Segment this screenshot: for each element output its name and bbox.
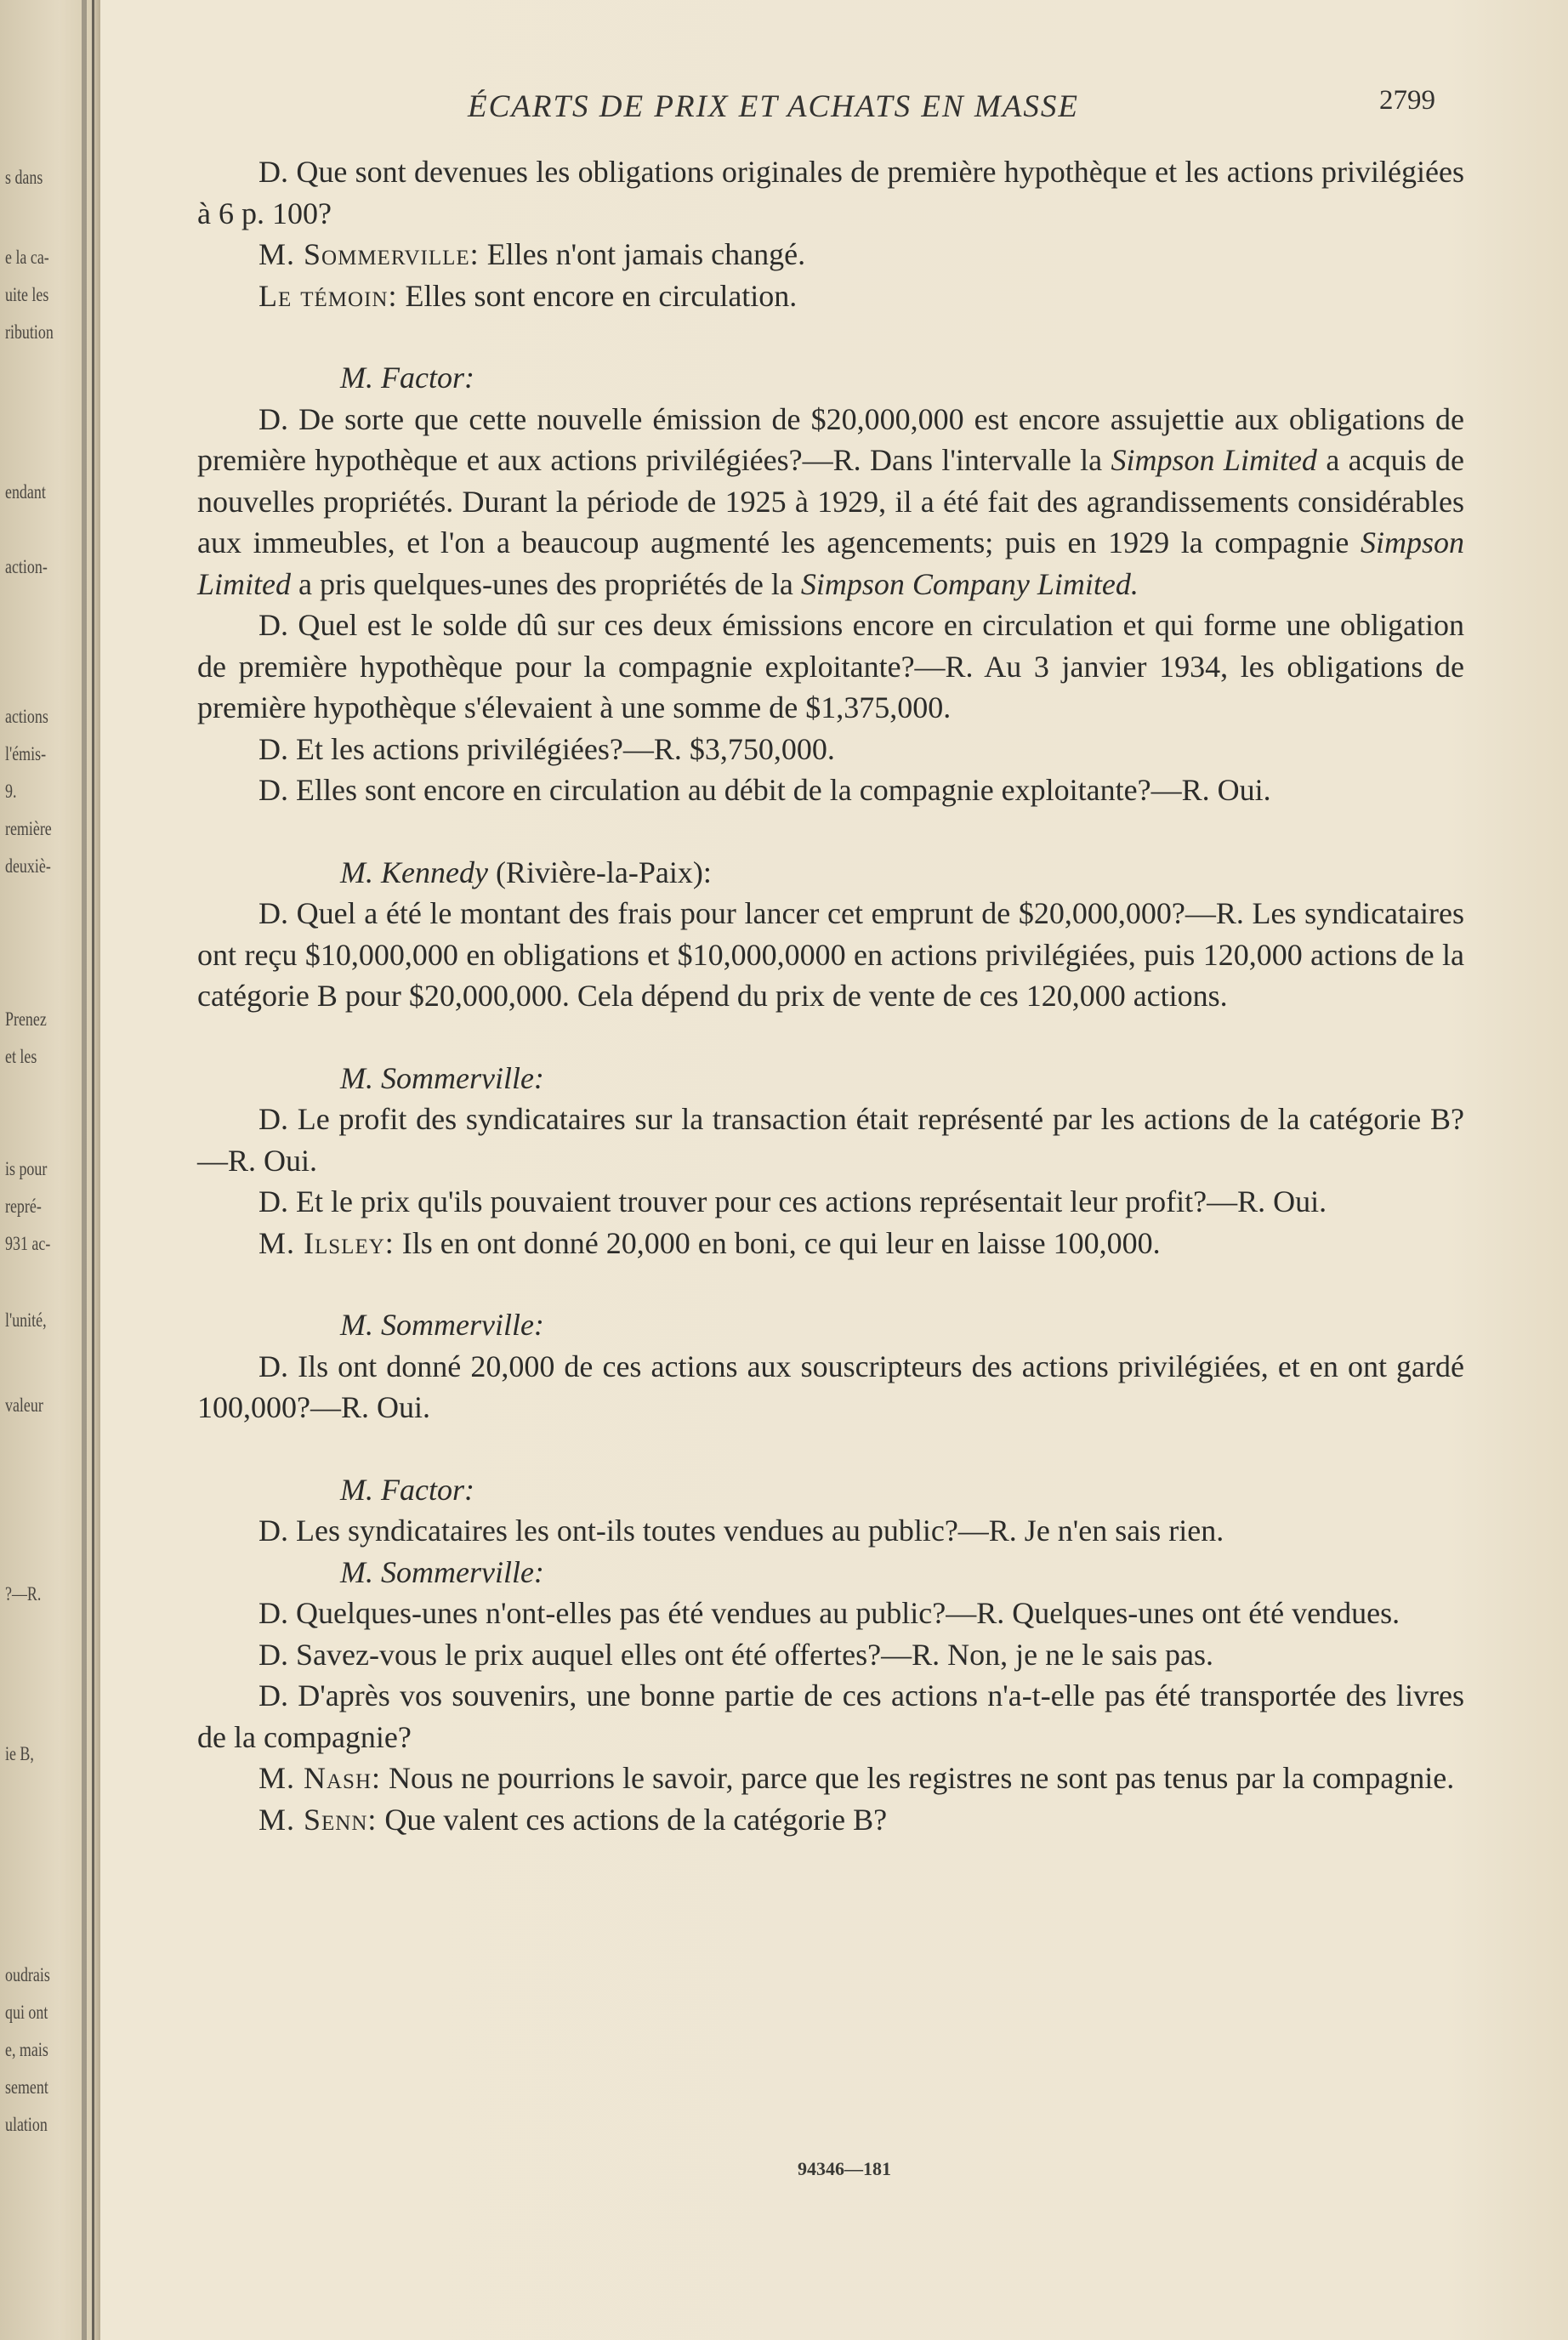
speaker-name: M. Kennedy xyxy=(340,855,488,889)
paragraph: D. Ils ont donné 20,000 de ces actions aux souscripteurs des actions privilégiées, et en ont gardé 100,000?—R. Oui. xyxy=(197,1349,1464,1424)
margin-fragment: oudrais xyxy=(5,1964,50,1985)
margin-fragment: endant xyxy=(5,481,46,503)
margin-fragment: action- xyxy=(5,556,48,577)
speech-text: a acquis de nouvelles propriétés. Durant la période de 1925 à 1929, il a été fait des agrandissements considérables aux immeubles, et l'on a beaucoup augmenté les agencements; puis en 1929 la compagnie xyxy=(197,443,1464,559)
margin-fragment: l'émis- xyxy=(5,743,47,764)
margin-fragment: ulation xyxy=(5,2114,48,2135)
paragraph xyxy=(197,1223,1464,1264)
paragraph xyxy=(197,1758,1464,1799)
paragraph: D. Savez-vous le prix auquel elles ont été offertes?—R. Non, je ne le sais pas. xyxy=(258,1637,1214,1672)
paragraph: D. Elles sont encore en circulation au débit de la compagnie exploitante?—R. Oui. xyxy=(258,773,1271,807)
paragraph: D. Les syndicataires les ont-ils toutes vendues au public?—R. Je n'en sais rien. xyxy=(258,1514,1224,1548)
margin-fragment: l'unité, xyxy=(5,1309,47,1331)
speaker-name: M. Senn: xyxy=(258,1802,378,1837)
speech-text: a pris quelques-unes des propriétés de la xyxy=(291,566,801,601)
speech-text: D. De sorte que cette nouvelle émission de $20,000,000 est encore assujettie aux obligations de première hypothèque et aux actions privilégiées?—R. Dans l'intervalle la xyxy=(197,401,1464,477)
speaker-heading: M. Sommerville: xyxy=(340,1554,544,1589)
printer-code: 94346—181 xyxy=(798,2158,891,2179)
paragraph xyxy=(197,234,1464,275)
paragraph xyxy=(197,275,1464,317)
company-name: Simpson Company Limited. xyxy=(800,566,1139,601)
speaker-riding: (Rivière-la-Paix): xyxy=(487,855,712,889)
paragraph: D. Quel est le solde dû sur ces deux émissions encore en circulation et qui forme une obligation de première hypothèque pour la compagnie exploitante?—R. Au 3 janvier 1934, les obligations de première hypothèque s'élevaient à une somme de $1,375,000. xyxy=(197,608,1464,724)
speaker-heading: M. Sommerville: xyxy=(340,1308,544,1342)
margin-fragment: remière xyxy=(5,818,52,839)
margin-fragment: ie B, xyxy=(5,1743,34,1764)
margin-fragment: s dans xyxy=(5,167,43,188)
paragraph: D. Le profit des syndicataires sur la transaction était représenté par les actions de la catégorie B?—R. Oui. xyxy=(197,1102,1464,1178)
margin-fragment: valeur xyxy=(5,1394,43,1416)
margin-fragment: uite les xyxy=(5,284,49,305)
margin-fragment: 9. xyxy=(5,781,17,802)
binding-edge xyxy=(92,0,94,2340)
margin-fragment: e la ca- xyxy=(5,247,49,268)
margin-fragment: e, mais xyxy=(5,2039,48,2060)
paragraph: D. Quel a été le montant des frais pour lancer cet emprunt de $20,000,000?—R. Les syndicataires ont reçu $10,000,000 en obligations et $10,000,0000 en actions privilégiées, puis 120,000 actions de la catégorie B pour $20,000,000. Cela dépend du prix de vente de ces 120,000 actions. xyxy=(197,896,1464,1013)
speech-text: Elles n'ont jamais changé. xyxy=(479,237,806,271)
margin-fragment: repré- xyxy=(5,1196,42,1217)
speech-text: Nous ne pourrions le savoir, parce que les registres ne sont pas tenus par la compagnie. xyxy=(381,1761,1455,1795)
paragraph: D. Quelques-unes n'ont-elles pas été vendues au public?—R. Quelques-unes ont été vendues. xyxy=(258,1596,1400,1630)
speaker-name: M. Nash: xyxy=(258,1761,382,1795)
margin-fragment: actions xyxy=(5,706,48,727)
company-name: Simpson Limited xyxy=(197,525,1464,601)
margin-fragment: Prenez xyxy=(5,1008,47,1030)
binding-shadow xyxy=(82,0,87,2340)
transcript-body xyxy=(197,151,1464,1840)
margin-fragment: sement xyxy=(5,2076,48,2098)
paragraph: D. D'après vos souvenirs, une bonne partie de ces actions n'a-t-elle pas été transportée des livres de la compagnie? xyxy=(197,1678,1464,1754)
speaker-name: M. Ilsley: xyxy=(258,1225,395,1260)
paragraph xyxy=(197,399,1464,605)
running-header: ÉCARTS DE PRIX ET ACHATS EN MASSE xyxy=(468,89,1079,124)
speech-text: Elles sont encore en circulation. xyxy=(397,278,798,313)
margin-fragment: 931 ac- xyxy=(5,1233,51,1254)
margin-fragment: is pour xyxy=(5,1158,48,1179)
margin-fragment: et les xyxy=(5,1046,37,1067)
margin-fragment: deuxiè- xyxy=(5,855,51,877)
paragraph: D. Et le prix qu'ils pouvaient trouver pour ces actions représentait leur profit?—R. Oui. xyxy=(258,1184,1327,1218)
speaker-heading: M. Factor: xyxy=(340,1472,474,1507)
speaker-heading: M. Sommerville: xyxy=(340,1060,544,1095)
page-number: 2799 xyxy=(1379,85,1435,116)
speech-text: Que valent ces actions de la catégorie B? xyxy=(377,1802,888,1837)
company-name: Simpson Limited xyxy=(1111,443,1317,477)
paragraph xyxy=(197,1799,1464,1841)
speaker-name: M. Sommerville: xyxy=(258,237,480,271)
margin-fragment: ribution xyxy=(5,321,54,343)
speaker-heading xyxy=(197,852,1464,894)
margin-fragment: qui ont xyxy=(5,2002,48,2023)
paragraph: D. Que sont devenues les obligations originales de première hypothèque et les actions privilégiées à 6 p. 100? xyxy=(197,155,1464,230)
margin-fragment: ?—R. xyxy=(5,1583,42,1604)
speaker-name: Le témoin: xyxy=(258,278,398,313)
paragraph: D. Et les actions privilégiées?—R. $3,750,000. xyxy=(258,731,835,766)
speech-text: Ils en ont donné 20,000 en boni, ce qui leur en laisse 100,000. xyxy=(394,1225,1161,1260)
speaker-heading: M. Factor: xyxy=(340,361,474,395)
